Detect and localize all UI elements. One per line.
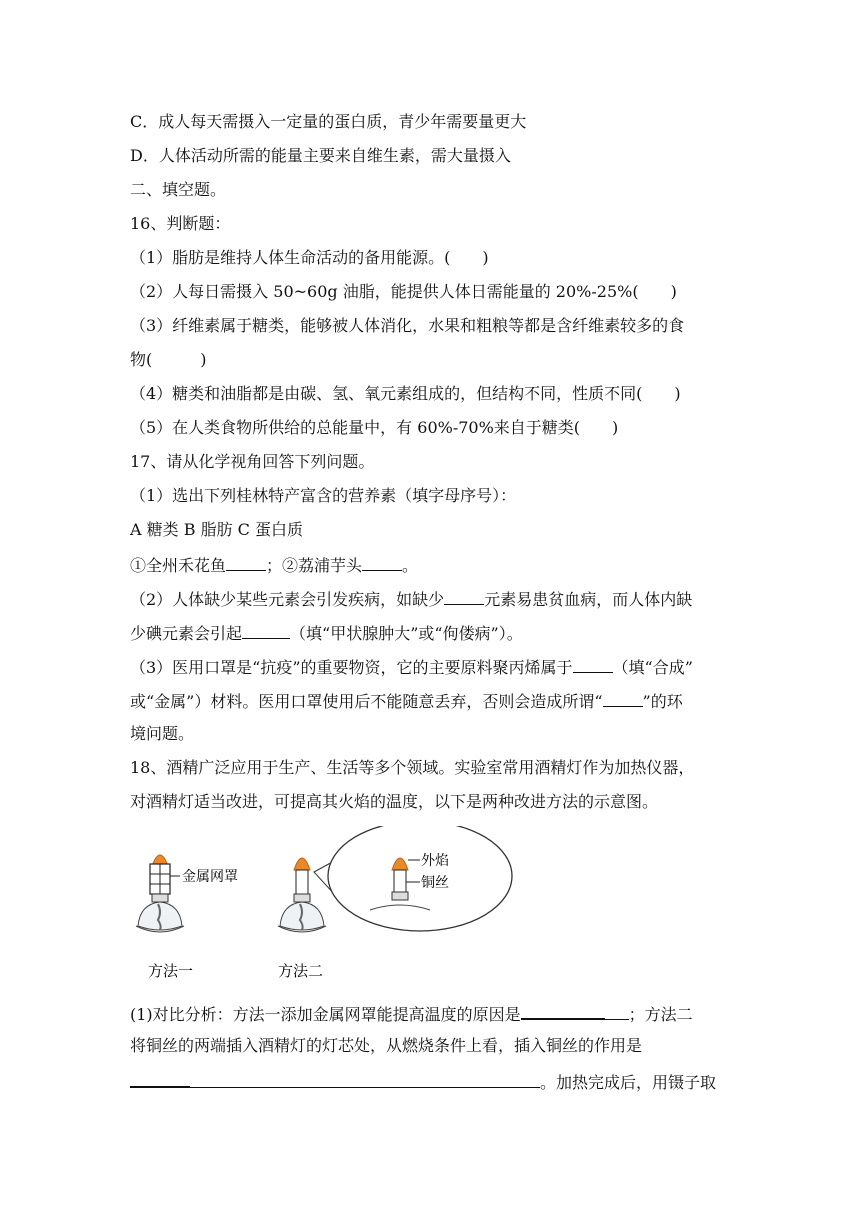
- text: 少碘元素会引起: [130, 624, 243, 643]
- text: 。加热完成后，用镊子取: [540, 1073, 717, 1092]
- q17-item-1-blanks: [130, 554, 418, 576]
- text: ；方法二: [628, 1005, 693, 1024]
- copper-wire-label: 铜丝: [421, 875, 449, 891]
- text: （3）医用口罩是“抗疫”的重要物资，它的主要原料聚丙烯属于: [130, 658, 573, 677]
- answer-blank[interactable]: [362, 554, 402, 571]
- option-d: D．人体活动所需的能量主要来自维生素，需大量摄入: [130, 146, 511, 165]
- q16-item-4: （4）糖类和油脂都是由碳、氢、氧元素组成的，但结构不同，性质不同( ): [130, 384, 681, 403]
- q16-item-1: （1）脂肪是维持人体生命活动的备用能源。( ): [130, 248, 489, 267]
- q18-item-1: [130, 1002, 693, 1025]
- q17-item-3-cont: [130, 690, 683, 712]
- answer-blank[interactable]: [573, 656, 613, 673]
- text: 元素易患贫血病，而人体内缺: [484, 590, 693, 609]
- method-one-caption: 方法一: [148, 962, 194, 980]
- text: （2）人体缺少某些元素会引发疾病，如缺少: [130, 590, 445, 609]
- q17-item-2: [130, 588, 692, 610]
- answer-blank[interactable]: [226, 554, 266, 571]
- q17-item-3-end: 境问题。: [130, 724, 195, 743]
- answer-blank[interactable]: [605, 1003, 629, 1020]
- question-17: 17、请从化学视角回答下列问题。: [130, 452, 375, 471]
- mesh-label: 金属网罩: [182, 869, 238, 885]
- text: ”的环: [642, 692, 683, 711]
- alcohol-lamp-figure: [130, 826, 550, 986]
- q17-item-1: （1）选出下列桂林特产富含的营养素（填字母序号）：: [130, 486, 517, 505]
- answer-blank[interactable]: [444, 588, 484, 605]
- text: 。: [402, 556, 419, 575]
- outer-flame-label: 外焰: [421, 853, 449, 869]
- zoom-bubble: [328, 826, 512, 931]
- method-two-caption: 方法二: [278, 962, 324, 980]
- text: （填“甲状腺肿大”或“佝偻病”）。: [290, 624, 523, 643]
- q17-item-2-cont: [130, 622, 523, 644]
- text: （填“合成”: [612, 658, 693, 677]
- option-c: C．成人每天需摄入一定量的蛋白质，青少年需要量更大: [130, 112, 527, 131]
- q17-item-3: [130, 656, 693, 678]
- q18-item-1-cont: 将铜丝的两端插入酒精灯的灯芯处，从燃烧条件上看，插入铜丝的作用是: [130, 1036, 643, 1055]
- answer-blank[interactable]: [130, 1070, 190, 1088]
- q16-item-5: （5）在人类食物所供给的总能量中，有 60%-70%来自于糖类( ): [130, 418, 619, 437]
- text: ①全州禾花鱼: [130, 556, 227, 575]
- q18-item-1-end: [130, 1070, 716, 1093]
- answer-blank[interactable]: [190, 1071, 540, 1088]
- answer-blank[interactable]: [603, 690, 643, 707]
- answer-blank[interactable]: [521, 1002, 605, 1020]
- section-heading: 二、填空题。: [130, 180, 227, 199]
- q16-item-3-cont: 物( ): [130, 350, 207, 369]
- question-16: 16、判断题：: [130, 214, 231, 233]
- q16-item-2: （2）人每日需摄入 50~60g 油脂，能提供人体日需能量的 20%-25%( ): [130, 282, 677, 301]
- lamp-method-one-icon: [136, 855, 184, 932]
- answer-blank[interactable]: [242, 622, 290, 639]
- text: 或“金属”）材料。医用口罩使用后不能随意丢弃，否则会造成所谓“: [130, 692, 603, 711]
- text: (1)对比分析：方法一添加金属网罩能提高温度的原因是: [130, 1005, 521, 1024]
- text: ；②荔浦芋头: [266, 556, 363, 575]
- question-18-cont: 对酒精灯适当改进，可提高其火焰的温度，以下是两种改进方法的示意图。: [130, 792, 659, 811]
- q17-options: A 糖类 B 脂肪 C 蛋白质: [130, 520, 303, 539]
- question-18: 18、酒精广泛应用于生产、生活等多个领域。实验室常用酒精灯作为加热仪器，: [130, 758, 695, 777]
- q16-item-3: （3）纤维素属于糖类，能够被人体消化，水果和粗粮等都是含纤维素较多的食: [130, 316, 685, 335]
